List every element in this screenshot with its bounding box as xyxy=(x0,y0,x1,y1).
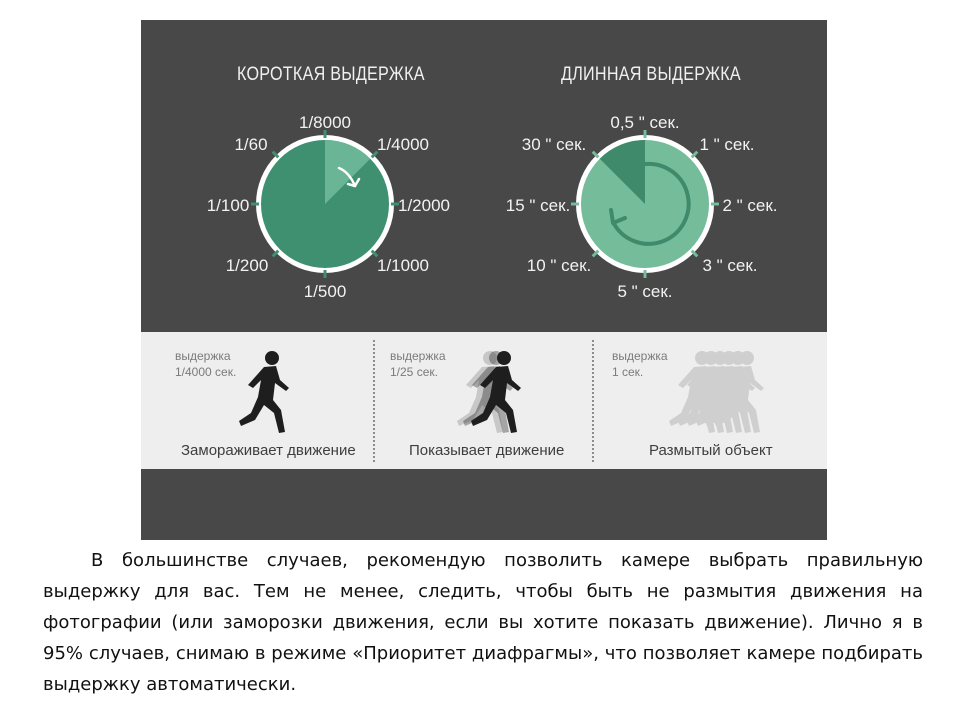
short-label-1-100: 1/100 xyxy=(206,196,250,215)
long-label-30-sec: 30 " сек. xyxy=(521,135,587,154)
short-label-1-8000: 1/8000 xyxy=(299,113,351,132)
runner-silhouette-motion xyxy=(449,350,539,440)
short-label-1-2000: 1/2000 xyxy=(398,196,450,215)
runner-silhouette xyxy=(231,350,301,440)
long-label-0-5-sec: 0,5 " сек. xyxy=(610,113,680,132)
long-label-10-sec: 10 " сек. xyxy=(526,256,592,275)
motion-examples-strip xyxy=(141,332,827,469)
long-label-5-sec: 5 " сек. xyxy=(617,282,673,301)
short-label-1-60: 1/60 xyxy=(234,135,268,154)
divider xyxy=(373,340,375,462)
dials-panel xyxy=(141,20,827,330)
short-label-1-4000: 1/4000 xyxy=(377,135,429,154)
long-label-3-sec: 3 " сек. xyxy=(702,256,758,275)
short-label-1-200: 1/200 xyxy=(225,256,269,275)
long-exposure-dial xyxy=(575,134,715,274)
example-speed-label: выдержка 1/25 сек. xyxy=(390,349,446,379)
short-label-1-500: 1/500 xyxy=(303,282,347,301)
short-exposure-dial xyxy=(255,134,395,274)
long-label-15-sec: 15 " сек. xyxy=(505,196,571,215)
body-paragraph: В большинстве случаев, рекомендую позволить камере выбрать правильную выдержку для вас. Тем не менее, следить, чтобы быть не размытия движения на фотографии (или заморозки движения, если вы хотите показать движение). Лично я в 95% случаев, снимаю в режиме «Приоритет диафрагмы», что позволяет камере подбирать выдержку автоматически. xyxy=(43,550,923,695)
long-exposure-title: ДЛИННАЯ ВЫДЕРЖКА xyxy=(561,64,741,85)
example-speed-label: выдержка 1 сек. xyxy=(612,349,668,379)
long-label-1-sec: 1 " сек. xyxy=(699,135,755,154)
example-caption: Замораживает движение xyxy=(181,442,356,459)
divider xyxy=(592,340,594,462)
example-caption: Показывает движение xyxy=(409,442,565,459)
short-exposure-title: КОРОТКАЯ ВЫДЕРЖКА xyxy=(237,64,425,85)
short-label-1-1000: 1/1000 xyxy=(377,256,429,275)
runner-silhouette-blurred xyxy=(661,350,771,440)
example-speed-label: выдержка 1/4000 сек. xyxy=(175,349,237,379)
long-label-2-sec: 2 " сек. xyxy=(722,196,778,215)
example-caption: Размытый объект xyxy=(649,442,773,459)
shutter-speed-infographic xyxy=(141,20,827,540)
